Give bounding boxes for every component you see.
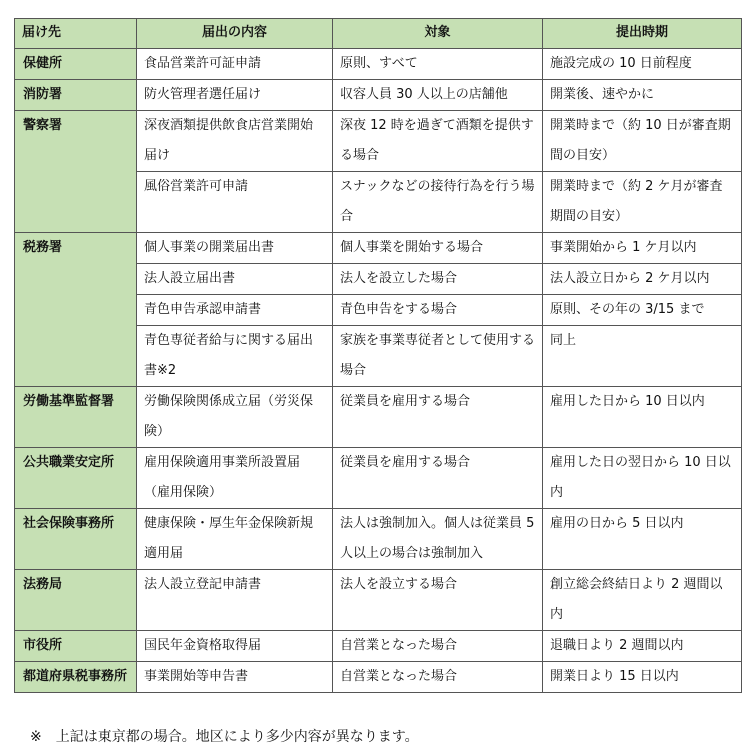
authority-cell: 法務局	[15, 570, 137, 631]
timing-cell: 創立総会終結日より 2 週間以内	[543, 570, 742, 631]
content-cell: 防火管理者選任届け	[137, 80, 333, 111]
table-row	[15, 80, 742, 111]
table-row	[15, 233, 742, 264]
target-cell: 自営業となった場合	[333, 662, 543, 693]
target-cell: 自営業となった場合	[333, 631, 543, 662]
timing-cell: 開業後、速やかに	[543, 80, 742, 111]
table-row	[15, 570, 742, 631]
timing-cell: 事業開始から 1 ケ月以内	[543, 233, 742, 264]
timing-cell: 施設完成の 10 日前程度	[543, 49, 742, 80]
timing-cell: 同上	[543, 326, 742, 387]
content-cell: 事業開始等申告書	[137, 662, 333, 693]
header-row	[15, 19, 742, 49]
target-cell: 従業員を雇用する場合	[333, 448, 543, 509]
table-row	[15, 662, 742, 693]
content-cell: 食品営業許可証申請	[137, 49, 333, 80]
header-content: 届出の内容	[137, 19, 333, 49]
authority-cell: 公共職業安定所	[15, 448, 137, 509]
target-cell: 従業員を雇用する場合	[333, 387, 543, 448]
content-cell: 風俗営業許可申請	[137, 172, 333, 233]
authority-cell: 消防署	[15, 80, 137, 111]
header-authority: 届け先	[15, 19, 137, 49]
target-cell: スナックなどの接待行為を行う場合	[333, 172, 543, 233]
authority-cell: 税務署	[15, 233, 137, 387]
content-cell: 国民年金資格取得届	[137, 631, 333, 662]
authority-cell: 社会保険事務所	[15, 509, 137, 570]
table-body	[15, 49, 742, 693]
target-cell: 原則、すべて	[333, 49, 543, 80]
timing-cell: 退職日より 2 週間以内	[543, 631, 742, 662]
target-cell: 深夜 12 時を過ぎて酒類を提供する場合	[333, 111, 543, 172]
authority-cell: 保健所	[15, 49, 137, 80]
target-cell: 個人事業を開始する場合	[333, 233, 543, 264]
content-cell: 青色専従者給与に関する届出書※2	[137, 326, 333, 387]
header-timing: 提出時期	[543, 19, 742, 49]
content-cell: 法人設立登記申請書	[137, 570, 333, 631]
authority-cell: 労働基準監督署	[15, 387, 137, 448]
content-cell: 健康保険・厚生年金保険新規適用届	[137, 509, 333, 570]
authority-cell: 市役所	[15, 631, 137, 662]
table-row	[15, 49, 742, 80]
timing-cell: 雇用した日から 10 日以内	[543, 387, 742, 448]
authority-cell: 都道府県税事務所	[15, 662, 137, 693]
timing-cell: 法人設立日から 2 ケ月以内	[543, 264, 742, 295]
content-cell: 雇用保険適用事業所設置届（雇用保険）	[137, 448, 333, 509]
filing-table	[14, 18, 742, 693]
footnote: ※ 上記は東京都の場合。地区により多少内容が異なります。	[30, 729, 419, 745]
target-cell: 法人を設立した場合	[333, 264, 543, 295]
timing-cell: 原則、その年の 3/15 まで	[543, 295, 742, 326]
content-cell: 深夜酒類提供飲食店営業開始届け	[137, 111, 333, 172]
timing-cell: 雇用の日から 5 日以内	[543, 509, 742, 570]
table-row	[15, 111, 742, 172]
content-cell: 青色申告承認申請書	[137, 295, 333, 326]
timing-cell: 開業日より 15 日以内	[543, 662, 742, 693]
content-cell: 個人事業の開業届出書	[137, 233, 333, 264]
target-cell: 青色申告をする場合	[333, 295, 543, 326]
authority-cell: 警察署	[15, 111, 137, 233]
target-cell: 法人を設立する場合	[333, 570, 543, 631]
table-row	[15, 448, 742, 509]
timing-cell: 雇用した日の翌日から 10 日以内	[543, 448, 742, 509]
target-cell: 家族を事業専従者として使用する場合	[333, 326, 543, 387]
header-target: 対象	[333, 19, 543, 49]
timing-cell: 開業時まで（約 2 ケ月が審査期間の目安）	[543, 172, 742, 233]
target-cell: 法人は強制加入。個人は従業員 5 人以上の場合は強制加入	[333, 509, 543, 570]
table-row	[15, 509, 742, 570]
table-row	[15, 387, 742, 448]
timing-cell: 開業時まで（約 10 日が審査期間の目安）	[543, 111, 742, 172]
content-cell: 労働保険関係成立届（労災保険）	[137, 387, 333, 448]
content-cell: 法人設立届出書	[137, 264, 333, 295]
table-row	[15, 631, 742, 662]
target-cell: 収容人員 30 人以上の店舗他	[333, 80, 543, 111]
